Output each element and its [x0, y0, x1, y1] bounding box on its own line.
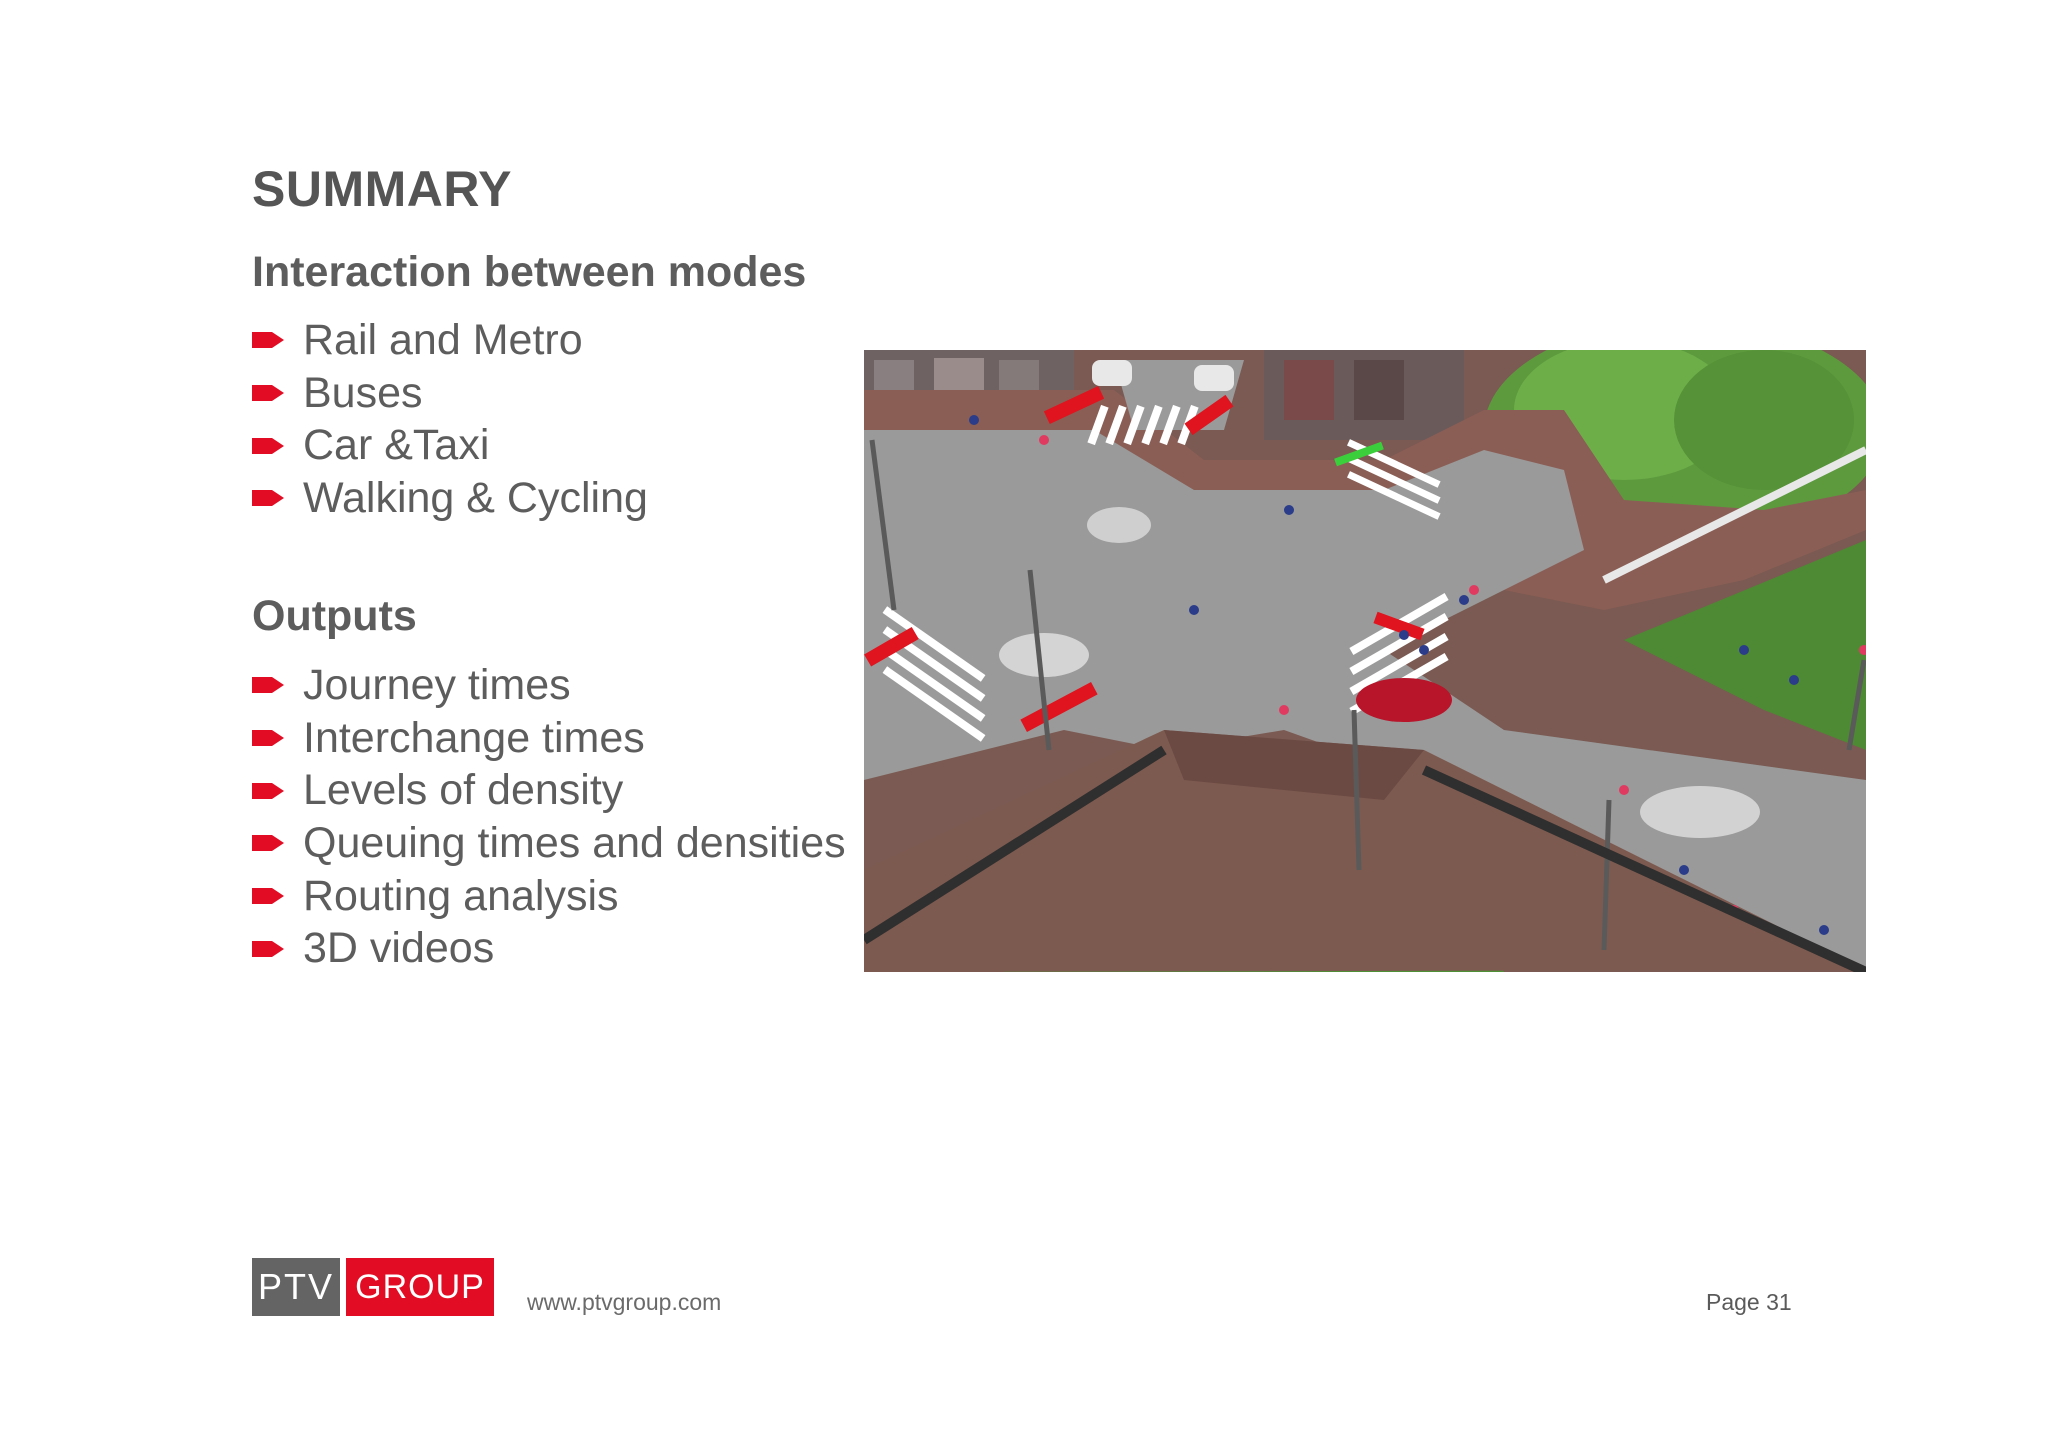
list-item: [252, 870, 846, 923]
outputs-list: [252, 659, 846, 975]
red-arrow-icon: [252, 938, 286, 960]
list-item-label: Queuing times and densities: [303, 818, 846, 867]
red-arrow-icon: [252, 780, 286, 802]
list-item-label: Interchange times: [303, 713, 645, 762]
red-arrow-icon: [252, 435, 286, 457]
ptv-group-logo: [252, 1258, 494, 1316]
list-item-label: Routing analysis: [303, 871, 619, 920]
red-arrow-icon: [252, 885, 286, 907]
list-item: [252, 764, 846, 817]
list-item: [252, 367, 648, 420]
page-number: Page 31: [1706, 1289, 1792, 1315]
list-item-label: 3D videos: [303, 924, 495, 973]
list-item: [252, 817, 846, 870]
modes-list: [252, 314, 648, 525]
logo-group-text: GROUP: [346, 1258, 494, 1316]
list-item: [252, 712, 846, 765]
red-arrow-icon: [252, 487, 286, 509]
list-item-label: Rail and Metro: [303, 315, 583, 364]
section-heading-outputs: Outputs: [252, 592, 417, 640]
list-item: [252, 472, 648, 525]
intersection-illustration: [864, 350, 1866, 972]
section-heading-modes: Interaction between modes: [252, 248, 807, 296]
red-arrow-icon: [252, 832, 286, 854]
logo-ptv-text: PTV: [252, 1258, 340, 1316]
list-item-label: Walking & Cycling: [303, 473, 648, 522]
red-arrow-icon: [252, 382, 286, 404]
list-item-label: Buses: [303, 368, 423, 417]
list-item: [252, 419, 648, 472]
list-item-label: Journey times: [303, 660, 571, 709]
list-item: [252, 922, 846, 975]
footer-url[interactable]: www.ptvgroup.com: [527, 1289, 722, 1315]
list-item-label: Car &Taxi: [303, 421, 490, 470]
list-item: [252, 659, 846, 712]
list-item-label: Levels of density: [303, 766, 624, 815]
list-item: [252, 314, 648, 367]
slide-title: SUMMARY: [252, 161, 512, 217]
red-arrow-icon: [252, 674, 286, 696]
red-arrow-icon: [252, 329, 286, 351]
simulation-image: [864, 350, 1866, 972]
red-arrow-icon: [252, 727, 286, 749]
